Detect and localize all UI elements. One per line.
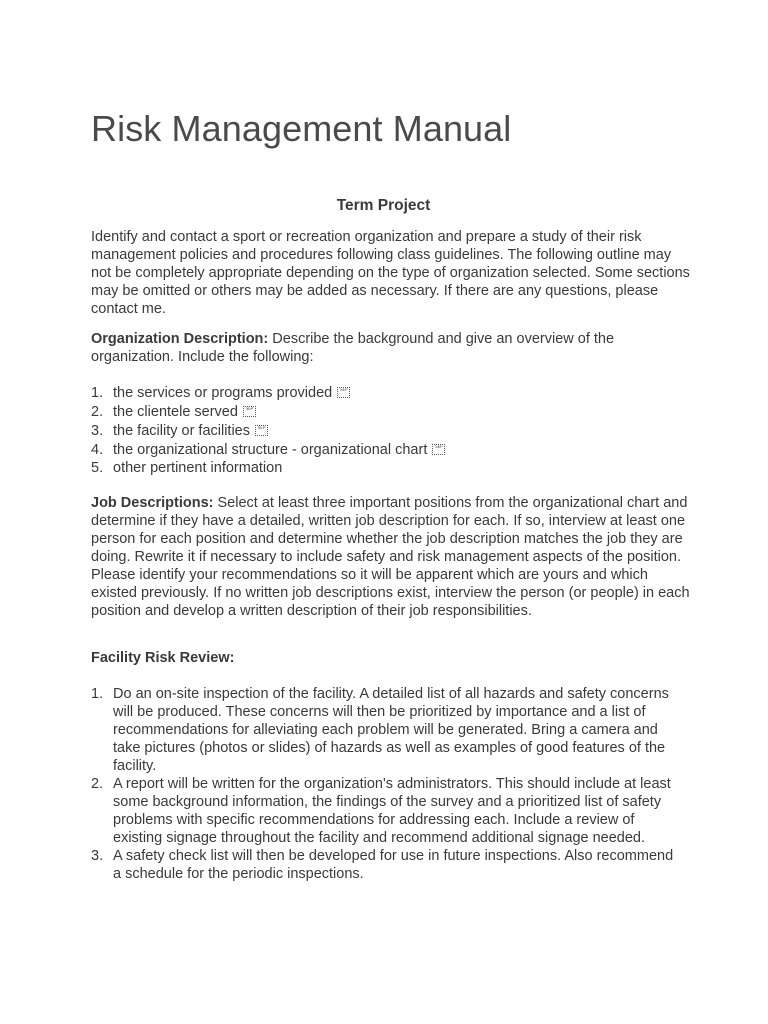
list-item — [91, 403, 691, 421]
job-descriptions-text: Select at least three important positions from the organizational chart and determine if they have a detailed, written job description for each. If so, interview at least one person for each position and determine whether the job description matches the job they are doing. Rewrite it if necessary to include safety and risk management aspects of the position. Please identify your recommendations so it will be apparent which are yours and which existed previously. If no written job descriptions exist, interview the person (or people) in each position and develop a written description of their job responsibilities. — [91, 495, 690, 619]
list-item-number: 3. — [91, 423, 104, 439]
intro-paragraph: Identify and contact a sport or recreation organization and prepare a study of their risk management policies and procedures following class guidelines. The following outline may not be completely appropriate depending on the type of organization selected. Some sections may be omitted or others may be added as necessary. If there are any questions, please contact me. — [91, 229, 690, 317]
list-item-text: the services or programs provided — [113, 385, 333, 401]
list-item — [91, 847, 677, 883]
list-item — [91, 459, 691, 477]
list-item-number: 3. — [91, 848, 104, 864]
list-item-text: other pertinent information — [113, 460, 283, 476]
job-descriptions-heading: Job Descriptions: — [91, 495, 214, 511]
list-item-text: the organizational structure - organizational chart — [113, 442, 428, 458]
list-item — [91, 384, 691, 402]
document-subtitle: Term Project — [336, 197, 431, 214]
list-item-number: 4. — [91, 442, 104, 458]
list-item-number: 5. — [91, 460, 104, 476]
list-item-text: the facility or facilities — [113, 423, 250, 439]
job-descriptions-paragraph — [91, 494, 691, 620]
facility-review-heading: Facility Risk Review: — [91, 650, 235, 666]
list-item-text: A safety check list will then be developed for use in future inspections. Also recommend a schedule for the periodic inspections. — [113, 848, 674, 882]
list-item — [91, 775, 677, 847]
separator-glyph-icon: SEP — [243, 406, 256, 417]
separator-glyph-icon: SEP — [432, 444, 445, 455]
org-description-list — [91, 384, 691, 477]
list-item-number: 2. — [91, 776, 104, 792]
list-item — [91, 685, 677, 775]
list-item — [91, 422, 691, 440]
list-item-text: A report will be written for the organization's administrators. This should include at least some background information, the findings of the survey and a prioritized list of safety problems with specific recommendations for addressing each. Include a review of existing signage throughout the facility and recommend additional signage needed. — [113, 776, 671, 846]
list-item-text: Do an on-site inspection of the facility. A detailed list of all hazards and safety concerns will be produced. These concerns will then be prioritized by importance and a list of recommendations for alleviating each problem will be generated. Bring a camera and take pictures (photos or slides) of hazards as well as examples of good features of the facility. — [113, 686, 669, 774]
list-item-number: 1. — [91, 385, 104, 401]
org-description-heading: Organization Description: — [91, 331, 269, 347]
list-item-text: the clientele served — [113, 404, 238, 420]
facility-review-list — [91, 685, 677, 883]
list-item-number: 1. — [91, 686, 104, 702]
separator-glyph-icon: SEP — [337, 387, 350, 398]
org-description-text: Describe the background and give an overview of the organization. Include the following: — [91, 331, 615, 365]
list-item-number: 2. — [91, 404, 104, 420]
facility-review-heading-line — [91, 649, 691, 667]
document-title: Risk Management Manual — [91, 108, 512, 149]
org-description-paragraph — [91, 330, 691, 366]
separator-glyph-icon: SEP — [255, 425, 268, 436]
list-item — [91, 441, 691, 459]
